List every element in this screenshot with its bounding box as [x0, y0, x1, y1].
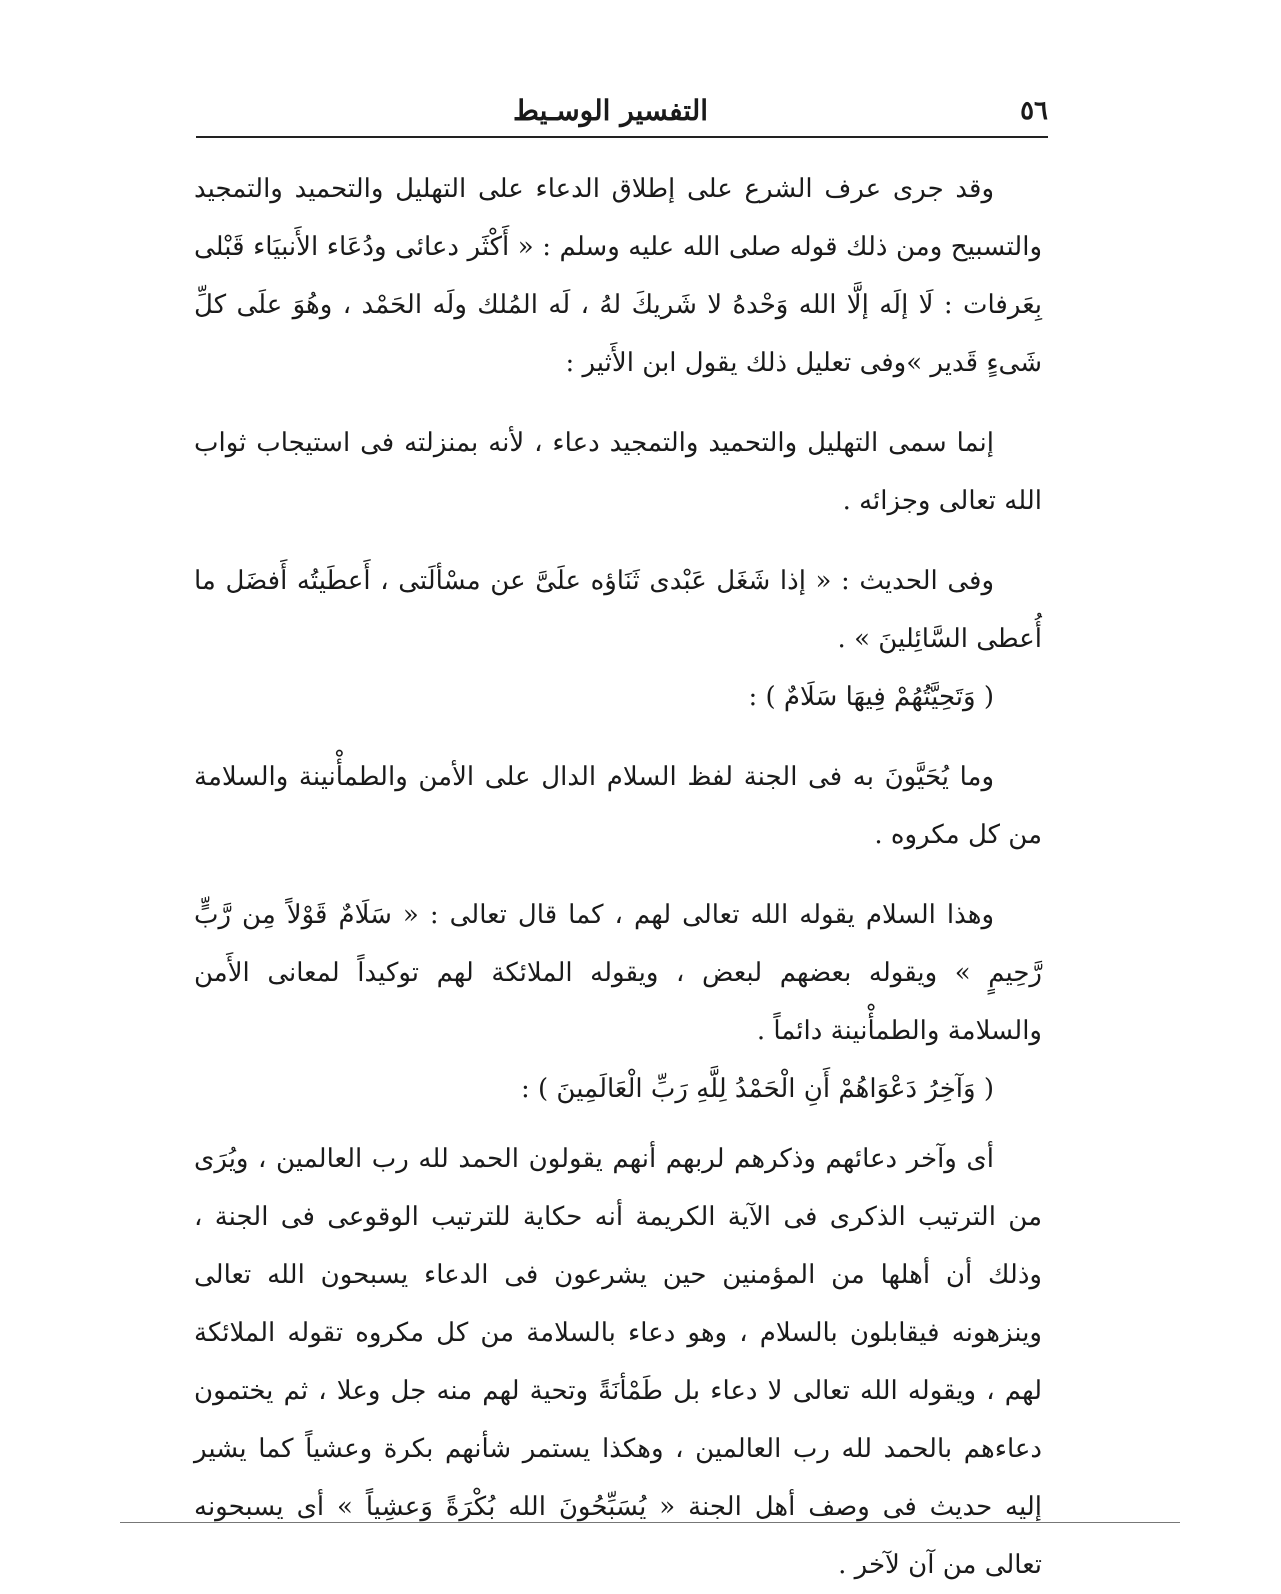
- running-title: التفسير الوسـيط: [512, 94, 708, 127]
- header-rule: [196, 136, 1048, 138]
- page-header: [196, 88, 1048, 134]
- verse-heading-tahiyyatuhum: ( وَتَحِيَّتُهُمْ فِيهَا سَلَامٌ ) :: [748, 682, 994, 712]
- bottom-scan-line: [120, 1522, 1180, 1523]
- paragraph-closing-explanation: أى وآخر دعائهم وذكرهم لربهم أنهم يقولون الحمد لله رب العالمين ، ويُرَى من الترتيب الذكرى فى الآية الكريمة أنه حكاية للترتيب الوقوعى فى الجنة ، وذلك أن أهلها من المؤمنين حين يشرعون فى الدعاء يسبحون الله تعالى وينزهونه فيقابلون بالسلام ، وهو دعاء بالسلامة من كل مكروه تقوله الملائكة لهم ، ويقوله الله تعالى لا دعاء بل طَمْأنَةً وتحية لهم منه جل وعلا ، ثم يختمون دعاءهم بالحمد لله رب العالمين ، وهكذا يستمر شأنهم بكرة وعشياً كما يشير إليه حديث فى وصف أهل الجنة « يُسَبِّحُونَ الله بُكْرَةً وَعشِياً » أى يسبحونه تعالى من آن لآخر .: [194, 1144, 1042, 1580]
- body-text: [194, 160, 1042, 1594]
- paragraph-salam-meaning: وما يُحَيَّونَ به فى الجنة لفظ السلام الدال على الأمن والطمأْنينة والسلامة من كل مكروه .: [194, 762, 1042, 850]
- paragraph-hadith: وفى الحديث : « إذا شَغَل عَبْدى ثَنَاؤه علَىَّ عن مسْألَتى ، أَعطَيتُه أَفضَل ما أُعطى السَّائِلينَ » .: [194, 566, 1042, 654]
- page-number: ٥٦: [1020, 96, 1048, 126]
- paragraph-du-a-definition: وقد جرى عرف الشرع على إطلاق الدعاء على التهليل والتحميد والتمجيد والتسبيح ومن ذلك قوله صلى الله عليه وسلم : « أَكْثَر دعائى ودُعَاء الأَنبيَاء قَبْلى بِعَرفات : لَا إلَه إلَّا الله وَحْدهُ لا شَريكَ لهُ ، لَه المُلك ولَه الحَمْد ، وهُوَ علَى كلِّ شَىءٍ قَدير »وفى تعليل ذلك يقول ابن الأَثير :: [194, 174, 1042, 378]
- verse-heading-akhir-dawahum: ( وَآخِرُ دَعْوَاهُمْ أَنِ الْحَمْدُ لِلَّهِ رَبِّ الْعَالَمِينَ ) :: [520, 1074, 994, 1104]
- paragraph-salam-sayers: وهذا السلام يقوله الله تعالى لهم ، كما قال تعالى : « سَلَامٌ قَوْلاً مِن رَّبٍّ رَّحِيمٍ » ويقوله بعضهم لبعض ، ويقوله الملائكة لهم توكيداً لمعانى الأَمن والسلامة والطمأْنينة دائماً .: [194, 900, 1042, 1046]
- paragraph-ibn-al-athir-quote: إنما سمى التهليل والتحميد والتمجيد دعاء ، لأنه بمنزلته فى استيجاب ثواب الله تعالى وجزائه .: [194, 428, 1042, 516]
